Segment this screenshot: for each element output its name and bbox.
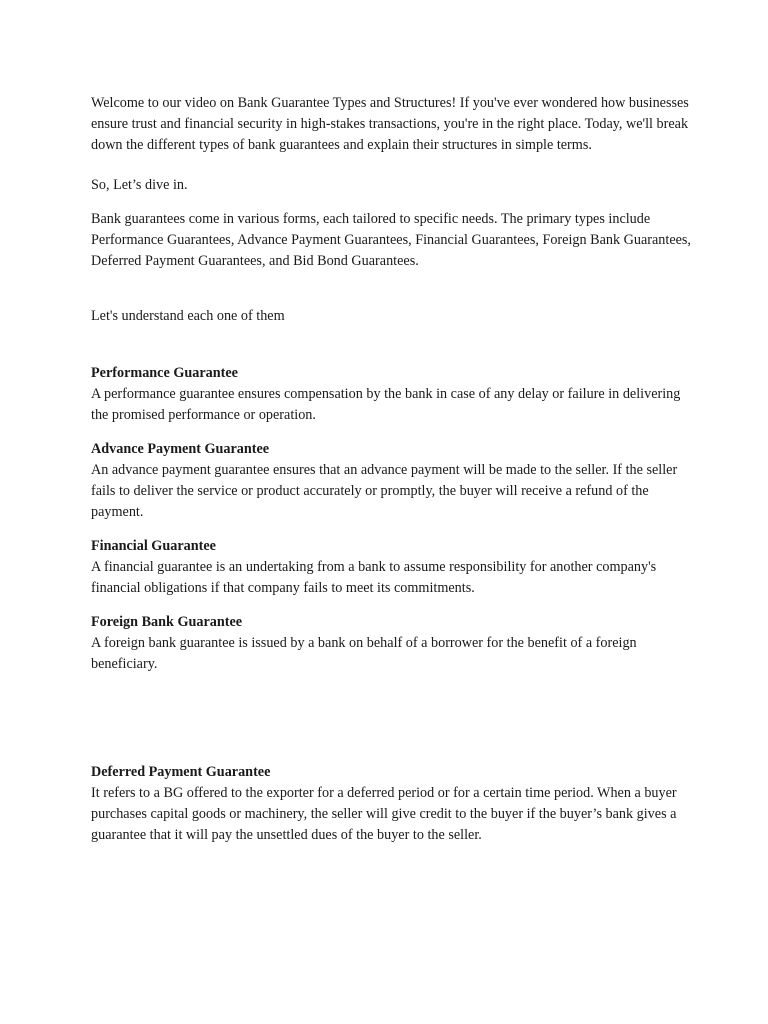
types-overview-paragraph: Bank guarantees come in various forms, each tailored to specific needs. The primary types include Performance Guarantees, Advance Payment Guarantees, Financial Guarantees, Foreign Bank Guarantees, Deferred Payment Guarantees, and Bid Bond Guarantees. [91,211,691,269]
intro-paragraph: Welcome to our video on Bank Guarantee Types and Structures! If you've ever wondered how businesses ensure trust and financial security in high-stakes transactions, you're in the right place. Today, we'll break down the different types of bank guarantees and explain their structures in simple terms. [91,95,689,153]
section-body: A foreign bank guarantee is issued by a bank on behalf of a borrower for the benefit of a foreign beneficiary. [91,635,637,672]
understand-each-paragraph: Let's understand each one of them [91,308,285,324]
section-performance-guarantee [91,363,691,426]
section-advance-payment-guarantee [91,439,691,523]
section-financial-guarantee [91,536,691,599]
section-body: A performance guarantee ensures compensation by the bank in case of any delay or failure in delivering the promised performance or operation. [91,386,681,423]
section-heading: Performance Guarantee [91,365,238,381]
section-body: An advance payment guarantee ensures that an advance payment will be made to the seller. If the seller fails to deliver the service or product accurately or promptly, the buyer will receive a refund of the payment. [91,462,678,520]
section-body: It refers to a BG offered to the exporter for a deferred period or for a certain time period. When a buyer purchases capital goods or machinery, the seller will give credit to the buyer if the buyer’s bank gives a guarantee that it will pay the unsettled dues of the buyer to the seller. [91,785,677,843]
section-heading: Advance Payment Guarantee [91,441,270,457]
section-heading: Financial Guarantee [91,538,216,554]
section-heading: Foreign Bank Guarantee [91,614,243,630]
document-page [91,93,691,859]
section-deferred-payment-guarantee [91,762,691,846]
section-body: A financial guarantee is an undertaking from a bank to assume responsibility for another company's financial obligations if that company fails to meet its commitments. [91,559,657,596]
dive-in-paragraph: So, Let’s dive in. [91,177,188,193]
section-foreign-bank-guarantee [91,612,691,675]
section-heading: Deferred Payment Guarantee [91,764,271,780]
